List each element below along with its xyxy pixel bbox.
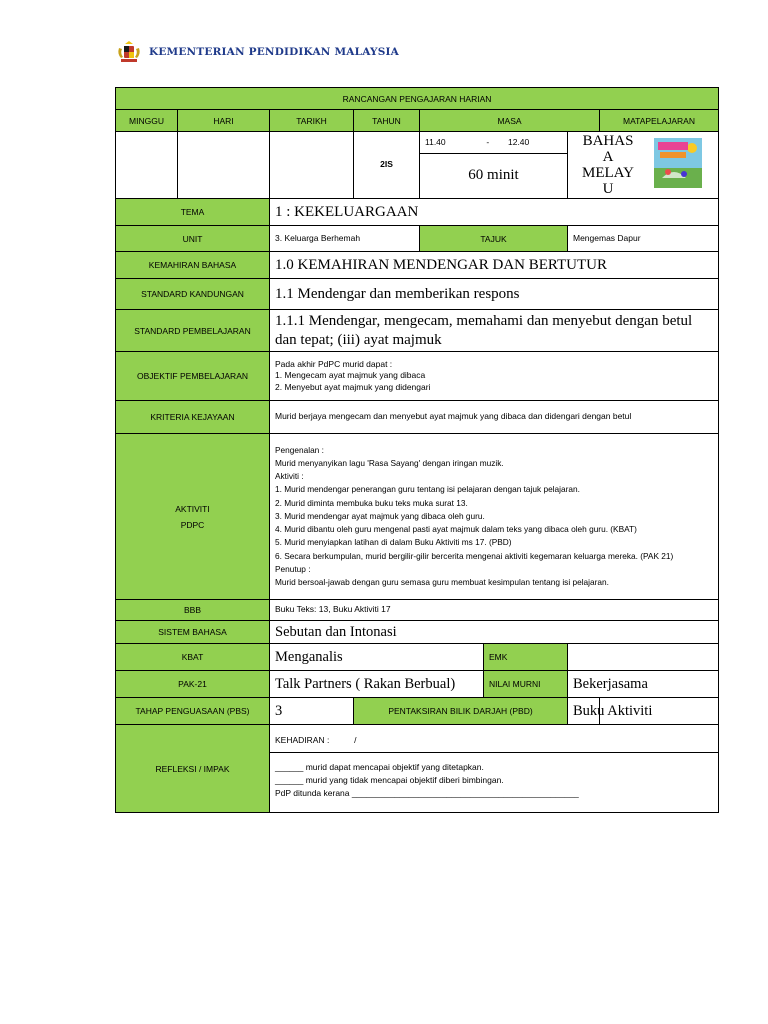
header (115, 40, 399, 64)
subject-line: BAHAS (582, 133, 634, 149)
sistem-value: Sebutan dan Intonasi (270, 621, 719, 644)
sk-label: STANDARD KANDUNGAN (116, 279, 270, 310)
objektif-line: 2. Menyebut ayat majmuk yang didengari (275, 381, 431, 392)
subject-line: A (602, 149, 614, 165)
refleksi-notes (270, 753, 718, 805)
aktiviti-line: 1. Murid mendengar penerangan guru tentang isi pelajaran dengan tajuk pelajaran. (275, 484, 580, 495)
kriteria-label: KRITERIA KEJAYAAN (116, 401, 270, 434)
tajuk-label: TAJUK (420, 226, 568, 252)
masa-cell (420, 132, 568, 199)
col-minggu: MINGGU (116, 110, 178, 132)
col-matapelajaran: MATAPELAJARAN (600, 110, 719, 132)
pbd-value: Buku Aktiviti (568, 698, 600, 725)
sk-value: 1.1 Mendengar dan memberikan respons (270, 279, 719, 310)
aktiviti-label-1: AKTIVITI (175, 503, 210, 514)
bbb-label: BBB (116, 600, 270, 621)
sp-value: 1.1.1 Mendengar, mengecam, memahami dan menyebut dengan betul dan tepat; (iii) ayat majmuk (270, 310, 719, 352)
pak-label: PAK-21 (116, 671, 270, 698)
tahap-value: 3 (270, 698, 354, 725)
objektif-label: OBJEKTIF PEMBELAJARAN (116, 352, 270, 401)
kehadiran-row (270, 733, 718, 753)
aktiviti-line: Penutup : (275, 563, 311, 574)
unit-label: UNIT (116, 226, 270, 252)
pbd-label: PENTAKSIRAN BILIK DARJAH (PBD) (354, 698, 568, 725)
kemahiran-value: 1.0 KEMAHIRAN MENDENGAR DAN BERTUTUR (270, 252, 719, 279)
bbb-value: Buku Teks: 13, Buku Aktiviti 17 (270, 600, 719, 621)
aktiviti-line: Murid bersoal-jawab dengan guru semasa guru membuat kesimpulan tentang isi pelajaran. (275, 577, 609, 588)
table-title: RANCANGAN PENGAJARAN HARIAN (116, 88, 719, 110)
aktiviti-line: Aktiviti : (275, 471, 304, 482)
time-end: 12.40 (507, 137, 530, 148)
textbook-cover-image (654, 138, 702, 193)
time-range (420, 133, 567, 154)
hari-value (178, 132, 270, 199)
refleksi-line: PdP ditunda kerana ________________________________________________ (275, 788, 579, 799)
aktiviti-line: 5. Murid menyiapkan latihan di dalam Buku Aktiviti ms 17. (PBD) (275, 537, 512, 548)
ministry-name: KEMENTERIAN PENDIDIKAN MALAYSIA (149, 46, 399, 58)
aktiviti-line: 2. Murid diminta membuka buku teks muka surat 13. (275, 497, 468, 508)
objektif-value (270, 352, 719, 401)
sistem-label: SISTEM BAHASA (116, 621, 270, 644)
tahun-value: 2IS (354, 132, 420, 199)
kemahiran-label: KEMAHIRAN BAHASA (116, 252, 270, 279)
aktiviti-value (270, 434, 719, 600)
nilai-label: NILAI MURNI (484, 671, 568, 698)
emk-label: EMK (484, 644, 568, 671)
tema-label: TEMA (116, 199, 270, 226)
tahap-label: TAHAP PENGUASAAN (PBS) (116, 698, 270, 725)
col-tarikh: TARIKH (270, 110, 354, 132)
aktiviti-line: 6. Secara berkumpulan, murid bergilir-gilir bercerita mengenai aktiviti kegemaran keluarga mereka. (PAK 21) (275, 550, 674, 561)
pak-value: Talk Partners ( Rakan Berbual) (270, 671, 484, 698)
subject-name (568, 133, 648, 197)
kbat-label: KBAT (116, 644, 270, 671)
subject-line: MELAY (582, 165, 634, 181)
subject-line: U (602, 181, 614, 197)
kriteria-value: Murid berjaya mengecam dan menyebut ayat majmuk yang dibaca dan didengari dengan betul (270, 401, 719, 434)
unit-value: 3. Keluarga Berhemah (270, 226, 420, 252)
tarikh-value (270, 132, 354, 199)
kehadiran-separator: / (354, 734, 357, 745)
col-tahun: TAHUN (354, 110, 420, 132)
coat-of-arms-icon (115, 40, 143, 64)
aktiviti-line: 3. Murid mendengar ayat majmuk yang dibaca oleh guru. (275, 510, 485, 521)
col-hari: HARI (178, 110, 270, 132)
refleksi-value (270, 725, 719, 813)
sp-label: STANDARD PEMBELAJARAN (116, 310, 270, 352)
aktiviti-line: Pengenalan : (275, 444, 324, 455)
aktiviti-line: Murid menyanyikan lagu 'Rasa Sayang' dengan iringan muzik. (275, 457, 504, 468)
tajuk-value: Mengemas Dapur (568, 226, 719, 252)
refleksi-label: REFLEKSI / IMPAK (116, 725, 270, 813)
subject-cell (568, 132, 719, 199)
aktiviti-line: 4. Murid dibantu oleh guru mengenal pasti ayat majmuk dalam teks yang dibaca oleh guru. (KBAT) (275, 524, 637, 535)
refleksi-line: ______ murid yang tidak mencapai objektif diberi bimbingan. (275, 774, 504, 785)
aktiviti-label (116, 434, 270, 600)
time-start: 11.40 (425, 137, 446, 148)
objektif-line: Pada akhir PdPC murid dapat : (275, 358, 393, 369)
refleksi-line: ______ murid dapat mencapai objektif yang ditetapkan. (275, 761, 484, 772)
emk-value (568, 644, 719, 671)
objektif-line: 1. Mengecam ayat majmuk yang dibaca (275, 370, 426, 381)
duration: 60 minit (468, 167, 519, 184)
col-masa: MASA (420, 110, 600, 132)
minggu-value (116, 132, 178, 199)
lesson-plan-table (115, 87, 719, 813)
kehadiran-label: KEHADIRAN : (275, 734, 330, 745)
nilai-value: Bekerjasama (568, 671, 719, 698)
time-separator: - (486, 137, 490, 148)
aktiviti-label-2: PDPC (180, 519, 205, 530)
kbat-value: Menganalis (270, 644, 484, 671)
tema-value: 1 : KEKELUARGAAN (270, 199, 719, 226)
